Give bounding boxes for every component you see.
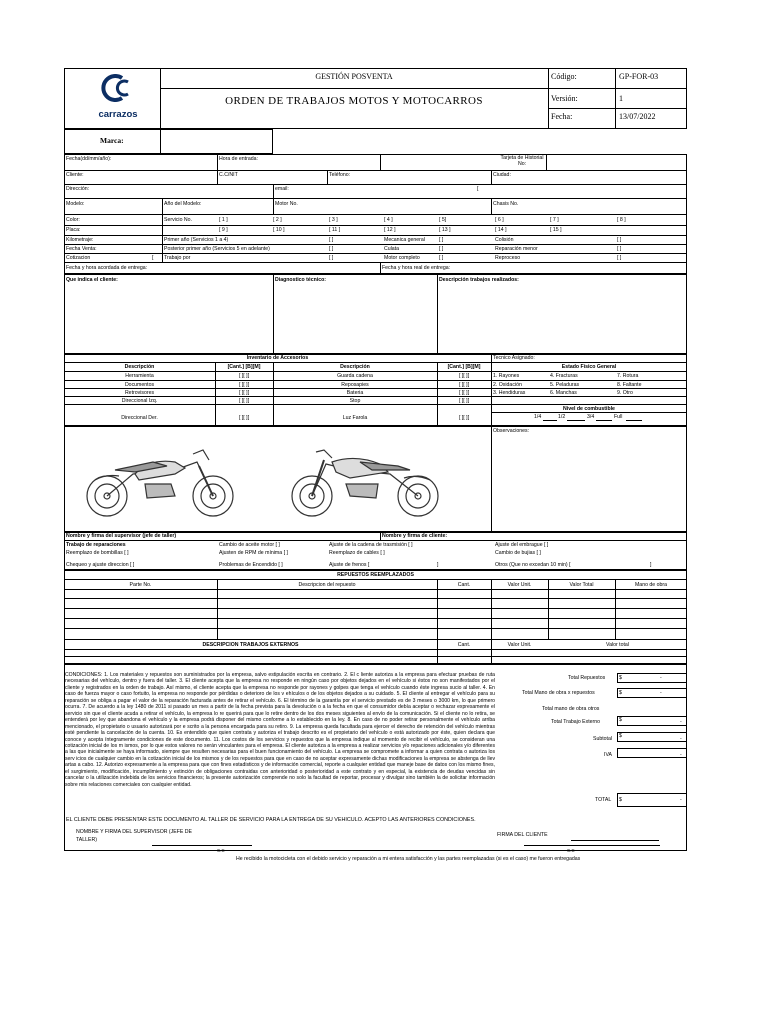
colision-label: Colisión bbox=[495, 237, 514, 243]
inv-item-bateria: Bateria bbox=[346, 390, 364, 396]
parts-header-parte: Parte No. bbox=[129, 582, 152, 588]
mecanica-label: Mecanica general bbox=[384, 237, 425, 243]
inv-qty-right-4[interactable]: [ ][ ][ bbox=[458, 398, 470, 404]
total-trabajo-externo-currency: $ bbox=[619, 717, 622, 723]
service-15[interactable]: [ 15 ] bbox=[550, 227, 562, 233]
footer-supervisor-cc: C.C bbox=[217, 848, 225, 853]
fecha-real-label: Fecha y hora real de entrega: bbox=[382, 265, 451, 271]
inv-qty-right-5[interactable]: [ ][ ][ bbox=[458, 415, 470, 421]
mecanica-check[interactable]: [ ] bbox=[439, 237, 444, 243]
iva-label: IVA bbox=[604, 752, 612, 758]
inv-cant-header-left: [Cant.] [B][M] bbox=[227, 364, 261, 370]
total-repuestos-label: Total Repuestos bbox=[568, 675, 606, 681]
inv-qty-right-3[interactable]: [ ][ ][ bbox=[458, 390, 470, 396]
culata-check[interactable]: [ ] bbox=[439, 246, 444, 252]
version-value: 1 bbox=[619, 94, 623, 103]
service-10[interactable]: [ 10 ] bbox=[273, 227, 285, 233]
repair-cables[interactable]: Reemplazo de cables [ ] bbox=[329, 550, 385, 556]
inv-item-documentos: Documentos bbox=[124, 382, 155, 388]
repair-rpm[interactable]: Ajusten de RPM de mínima [ ] bbox=[219, 550, 288, 556]
inv-item-stop: Stop bbox=[349, 398, 361, 404]
placa-label: Placa: bbox=[66, 227, 81, 233]
trabajo-por-check[interactable]: [ ] bbox=[329, 255, 334, 261]
footer-supervisor-label-2: TALLER) bbox=[76, 837, 97, 843]
hora-entrada-label: Hora de entrada: bbox=[219, 156, 258, 162]
email-bracket: [ bbox=[477, 186, 479, 192]
repair-direccion[interactable]: Chequeo y ajuste direccion [ ] bbox=[66, 562, 135, 568]
footer-statement: EL CLIENTE DEBE PRESENTAR ESTE DOCUMENTO AL TALLER DE SERVICIO PARA LA ENTREGA DE SU VEHICULO. ACEPTO LAS ANTERIORES CONDICIONES. bbox=[66, 817, 476, 823]
inv-qty-left-5[interactable]: [ ][ ][ bbox=[238, 415, 250, 421]
parts-header-valor-unit: Valor Unit. bbox=[507, 582, 532, 588]
chasis-label: Chasis No. bbox=[493, 201, 519, 207]
inv-item-luz-farola: Luz Farola bbox=[342, 415, 368, 421]
primer-anio-check[interactable]: [ ] bbox=[329, 237, 334, 243]
service-13[interactable]: [ 13 ] bbox=[439, 227, 451, 233]
primer-anio-label: Primer año (Servicios 1 a 4) bbox=[164, 237, 229, 243]
service-8[interactable]: [ 8 ] bbox=[617, 217, 626, 223]
footer-client-label: FIRMA DEL CLIENTE bbox=[497, 832, 548, 838]
total-value: - bbox=[680, 797, 682, 803]
trabajos-realizados-label: Descripción trabajos realizados: bbox=[439, 277, 519, 283]
parts-header-cant: Cant. bbox=[457, 582, 471, 588]
direccion-label: Dirección: bbox=[66, 186, 90, 192]
repair-frenos-close: ] bbox=[437, 562, 439, 568]
repair-aceite[interactable]: Cambio de aceite motor [ ] bbox=[219, 542, 280, 548]
fecha-label: Fecha(dd/mm/año): bbox=[66, 156, 112, 162]
service-3[interactable]: [ 3 ] bbox=[329, 217, 338, 223]
posterior-label: Posterior primer año (Servicios 5 en adelante) bbox=[164, 246, 270, 252]
kilometraje-label: Kilometraje: bbox=[66, 237, 94, 243]
inv-item-retrovisores: Retrovisores bbox=[124, 390, 155, 396]
service-5[interactable]: [ 5] bbox=[439, 217, 447, 223]
fecha-venta-label: Fecha Venta: bbox=[66, 246, 97, 252]
posterior-check[interactable]: [ ] bbox=[329, 246, 334, 252]
service-4[interactable]: [ 4 ] bbox=[384, 217, 393, 223]
code-label: Código: bbox=[551, 72, 577, 81]
ext-header-valor-unit: Valor Unit. bbox=[507, 642, 532, 648]
tecnico-asignado-label: Tecnico Asignado: bbox=[493, 355, 535, 361]
cliente-label: Cliente: bbox=[66, 172, 84, 178]
footer-received-text: He recibido la motocicleta con el debido servicio y reparación a mi entera satisfacción y las partes reemplazadas (si es el caso) me fueron entregadas bbox=[236, 856, 581, 862]
ext-header-cant: Cant. bbox=[457, 642, 471, 648]
service-6[interactable]: [ 6 ] bbox=[495, 217, 504, 223]
estado-peladuras: 5. Peladuras bbox=[550, 382, 580, 388]
combustible-header: Nivel de combustible bbox=[563, 406, 615, 412]
total-label: TOTAL bbox=[595, 797, 612, 803]
cliente-indica-label: Que indica el cliente: bbox=[66, 277, 118, 283]
telefono-label: Teléfono: bbox=[329, 172, 351, 178]
estado-oxidacion: 2. Oxidación bbox=[493, 382, 522, 388]
total-mano-obra-repuestos-currency: $ bbox=[619, 690, 622, 696]
service-7[interactable]: [ 7 ] bbox=[550, 217, 559, 223]
estado-otro: 9. Otro bbox=[617, 390, 633, 396]
inv-item-herramienta: Herramienta bbox=[125, 373, 154, 379]
fecha-acordada-label: Fecha y hora acordada de entrega: bbox=[66, 265, 148, 271]
culata-label: Culata bbox=[384, 246, 399, 252]
tarjeta-label: Tarjeta de Historial No: bbox=[500, 155, 544, 167]
footer-client-cc: C.C bbox=[567, 848, 575, 853]
total-currency: $ bbox=[619, 797, 622, 803]
total-mano-obra-repuestos-label: Total Mano de obra x repuestos bbox=[522, 690, 595, 696]
total-repuestos-currency: $ bbox=[619, 675, 622, 681]
repairs-title: Trabajo de reparaciones bbox=[66, 542, 126, 548]
estado-faltante: 8. Faltante bbox=[617, 382, 642, 388]
inv-qty-left-4[interactable]: [ ][ ][ bbox=[238, 398, 250, 404]
total-mano-obra-repuestos-value: - bbox=[660, 690, 662, 696]
inv-item-direccional-izq: Direccional Izq. bbox=[121, 398, 158, 404]
service-2[interactable]: [ 2 ] bbox=[273, 217, 282, 223]
fuel-full[interactable]: Full bbox=[614, 414, 623, 420]
logo-mark-icon bbox=[92, 74, 144, 102]
service-9[interactable]: [ 9 ] bbox=[219, 227, 228, 233]
client-signature-line[interactable] bbox=[571, 840, 659, 841]
color-label: Color: bbox=[66, 217, 80, 223]
cotizacion-bracket: [ bbox=[152, 255, 154, 261]
motor-completo-label: Motor completo bbox=[384, 255, 420, 261]
subtotal-currency: $ bbox=[619, 733, 622, 739]
date-value: 13/07/2022 bbox=[619, 112, 656, 121]
servicio-label: Servicio No. bbox=[164, 217, 192, 223]
cotizacion-label: Cotizacion bbox=[66, 255, 91, 261]
client-signature-label: Nombre y firma de cliente: bbox=[382, 533, 448, 539]
version-label: Versión: bbox=[551, 94, 578, 103]
motor-label: Motor No. bbox=[275, 201, 298, 207]
supervisor-signature-line[interactable] bbox=[152, 845, 252, 846]
fuel-three-quarter[interactable]: 3/4 bbox=[587, 414, 595, 420]
parts-header-valor-total: Valor Total bbox=[569, 582, 594, 588]
repair-embrague[interactable]: Ajuste del embrague [ ] bbox=[495, 542, 549, 548]
repair-otros-close: ] bbox=[650, 562, 652, 568]
total-trabajo-externo-value: - bbox=[680, 719, 682, 725]
diagnostico-label: Diagnostico técnico: bbox=[275, 277, 327, 283]
iva-value: - bbox=[680, 752, 682, 758]
parts-header-descripcion: Descripcion del repuesto bbox=[298, 582, 356, 588]
conditions-text: CONDICIONES: 1. Los materiales y repuestos son suministrados por la empresa, salvo estipulación escrita en contrario. 2. El c liente autoriza a la empresa para efectuar pruebas de ruta necesarias del vehículo, dentro y fuera del taller. 3. El cliente acepta que la empresa no responde en ningún caso por objetos dejados en el vehículo si éstos no son manifestados por el cliente y registrados en la orden de trabajo. Así mismo, el cliente acepta que la empresa no responde por rayones y golpes que tenga el vehículo cuando éste ingresa sucio al taller. 4. En caso de fuerza mayor o caso fortuito, la empresa no responde por pérdidas o deterioro de los v ehículos o de los objetos dejados a su cuidado. 5. El cliente al entregar el vehículo para su reparación se obliga a pagar el valor de la reparación facturada antes de retirar el vehículo. 6. El término de la garantía por el servicio prestado es de 3 meses o 3000 km, lo que primero ocurra. 7. De acuerdo a la ley 1480 de 2011 si pasado un mes a partir de la fecha prevista para la devolución o a la fecha en que el consumidor debía aceptar o rechazar expresamente el servicio sin que el cliente acuda a retirar el vehículo, la empresa lo re querirá para que lo retire dentro de los dos meses siguientes al envío de la comunicación. Si el cliente no lo retira, se entenderá por ley que abandona el vehículo y la empresa podrá disponer del mismo conforme a lo establecido en la ley. 8. En caso de no poder retirar personalmente el vehículo arriba mencionado, el propietario o usuario autorizará por e scrito a la persona encargada para su retiro. 9. La empresa queda facultada para ejercer el derecho de retención del vehículo mientras esté pendiente la cancelación de la cuenta. 10. Es entendido que quien contrata y autoriza el trabajo descrito es el propietario del vehículo o está autorizado por éste, quien declara que conoce y acepta íntegramente condiciones de este documento. 11. Los costos de los servicios y repuestos que la empresa indique al momento de recibir el vehículo, se consideran una cotización inicial de los m ismos, por lo que estos valores no serán vinculantes para el empresa. El cliente autoriza a la empresa a realizar servicios y/o repaciones adicionales y/o diferentes a las que inicialmente se haya informado, siempre que resulten necesarias para el buen funcionamiento del vehículo. La empresa se compromete a informar a quien contrata o autoriza los serv icios de cualquier cambio en la cotización inicial de los mismos y de los repuestos para que en caso de no aceptar expresamente dichas modificaciones la empresa se abstenga de llev artas a cabo. 12. Autorizo expresamente a la empresa para que con fines estadisticos y de información comercial, reporte a cualquier entidad que maneje base de datos con los mismo fines, el surgimiento, modificación, incumplimiento y extinción de obligaciones contraidas con anterioridad o posterioridad a este contrato y en especial, la existencia de deudas vencidas sin cancelar o la utilización indebida de los servicios financieros; la presente autorización comprende no solo la facultad de reportar, procesar y divulgar sino también la de solicitar información sobre mis relaciones comerciales con cualquier entidad. bbox=[65, 672, 495, 788]
estado-manchas: 6. Manchas bbox=[550, 390, 577, 396]
inv-item-direccional-der: Direccional Der. bbox=[121, 415, 158, 421]
page-title: ORDEN DE TRABAJOS MOTOS Y MOTOCARROS bbox=[225, 95, 483, 107]
inv-qty-left-1[interactable]: [ ][ ][ bbox=[238, 373, 250, 379]
ccnit-label: C.C/NIT bbox=[219, 172, 238, 178]
repair-bujias[interactable]: Cambio de bujias [ ] bbox=[495, 550, 541, 556]
subtotal-value: - bbox=[680, 736, 682, 742]
modelo-label: Modelo: bbox=[66, 201, 85, 207]
fuel-half[interactable]: 1/2 bbox=[558, 414, 566, 420]
footer-supervisor-label: NOMBRE Y FIRMA DEL SUPERVISOR (JEFE DE bbox=[76, 829, 192, 835]
estado-fracturas: 4. Fracturas bbox=[550, 373, 578, 379]
inv-item-guarda-cadena: Guarda cadena bbox=[337, 373, 373, 379]
estado-fisico-header: Estado Físico General bbox=[561, 364, 617, 370]
estado-rayones: 1. Rayones bbox=[493, 373, 520, 379]
code-value: GP-FOR-03 bbox=[619, 72, 659, 81]
repair-encendido[interactable]: Problemas de Encendido [ ] bbox=[219, 562, 283, 568]
diagnosis-section bbox=[64, 274, 687, 354]
inv-cant-header-right: [Cant.] [B][M] bbox=[447, 364, 481, 370]
subtotal-label: Subtotal bbox=[593, 736, 613, 742]
service-14[interactable]: [ 14 ] bbox=[495, 227, 507, 233]
total-repuestos-value: - bbox=[660, 675, 662, 681]
service-12[interactable]: [ 12 ] bbox=[384, 227, 396, 233]
company-name: carrazos bbox=[98, 109, 138, 120]
email-label: email: bbox=[275, 186, 289, 192]
ext-header-valor-total: Valor total bbox=[606, 642, 629, 648]
fuel-quarter[interactable]: 1/4 bbox=[534, 414, 542, 420]
motor-completo-check[interactable]: [ ] bbox=[439, 255, 444, 261]
parts-title: REPUESTOS REEMPLAZADOS bbox=[337, 572, 414, 578]
estado-hendiduras: 3. Hendiduras bbox=[493, 390, 526, 396]
brand-label: Marca: bbox=[100, 136, 124, 145]
reparacion-check[interactable]: [ ] bbox=[617, 246, 622, 252]
parts-header-mano-obra: Mano de obra bbox=[634, 582, 667, 588]
inv-qty-left-2[interactable]: [ ][ ][ bbox=[238, 382, 250, 388]
trabajo-por-label: Trabajo por bbox=[164, 255, 191, 261]
ciudad-label: Ciudad: bbox=[493, 172, 511, 178]
inv-qty-right-2[interactable]: [ ][ ][ bbox=[458, 382, 470, 388]
inv-qty-left-3[interactable]: [ ][ ][ bbox=[238, 390, 250, 396]
inv-item-reposapies: Reposapies bbox=[341, 382, 369, 388]
total-mano-obra-otros-label: Total mano de obra otros bbox=[542, 706, 600, 712]
reparacion-label: Reparación menor bbox=[495, 246, 538, 252]
inv-qty-right-1[interactable]: [ ][ ][ bbox=[458, 373, 470, 379]
service-1[interactable]: [ 1 ] bbox=[219, 217, 228, 223]
inv-desc-header-left: Descripción bbox=[124, 364, 155, 370]
repair-cadena[interactable]: Ajuste de la cadena de trasmisión [ ] bbox=[329, 542, 413, 548]
estado-rotura: 7. Rotura bbox=[617, 373, 639, 379]
company-logo bbox=[92, 74, 144, 118]
service-11[interactable]: [ 11 ] bbox=[329, 227, 341, 233]
total-trabajo-externo-label: Total Trabajo Externo bbox=[551, 719, 601, 725]
reproceso-check[interactable]: [ ] bbox=[617, 255, 622, 261]
external-works-title: DESCRIPCION TRABAJOS EXTERNOS bbox=[202, 642, 299, 648]
motorcycle-left-side-icon[interactable] bbox=[75, 440, 245, 522]
area-title: GESTIÓN POSVENTA bbox=[315, 72, 393, 81]
inv-desc-header-right: Descripción bbox=[340, 364, 370, 370]
repair-otros[interactable]: Otros (Que no excedan 10 min) [ bbox=[495, 562, 571, 568]
anio-modelo-label: Año del Modelo: bbox=[164, 201, 202, 207]
date-label: Fecha: bbox=[551, 112, 573, 121]
motorcycle-right-side-icon[interactable] bbox=[280, 440, 450, 522]
inventory-title: Inventario de Accesorios bbox=[246, 355, 309, 361]
supervisor-signature-label: Nombre y firma del supervisor (jefe de taller) bbox=[66, 533, 177, 539]
observaciones-label: Observaciones: bbox=[493, 428, 530, 434]
repair-bombillas[interactable]: Reemplazo de bombillas [ ] bbox=[66, 550, 129, 556]
reproceso-label: Reproceso bbox=[495, 255, 521, 261]
repair-frenos[interactable]: Ajuste de frenos [ bbox=[329, 562, 370, 568]
colision-check[interactable]: [ ] bbox=[617, 237, 622, 243]
